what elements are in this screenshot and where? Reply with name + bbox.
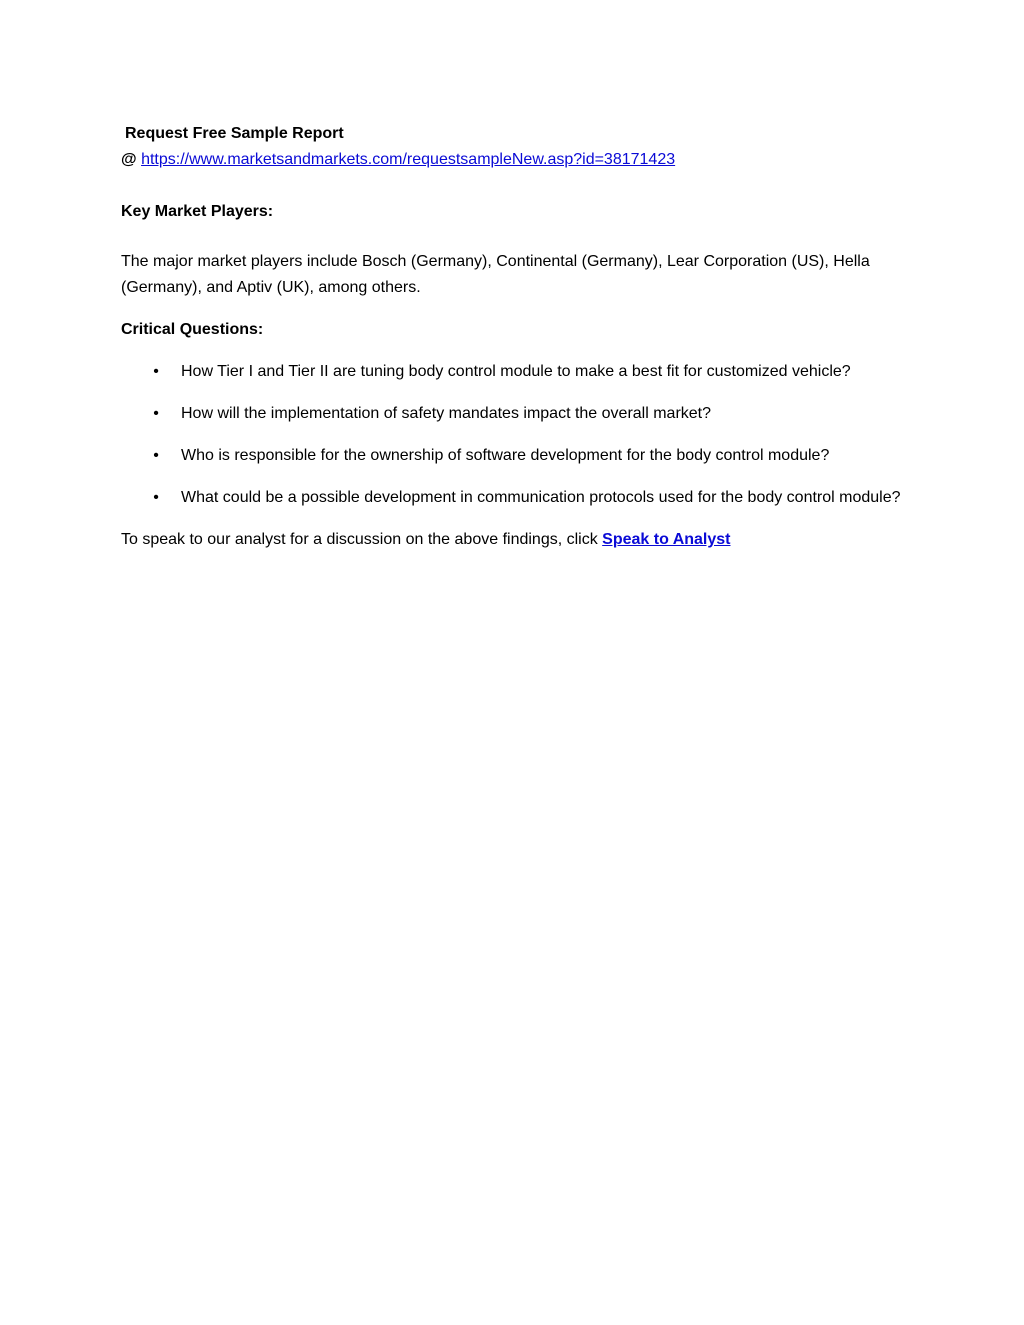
request-sample-line [121,147,911,173]
question-text: What could be a possible development in communication protocols used for the body control module? [181,489,901,506]
list-item [121,401,911,427]
list-item [121,485,911,511]
request-sample-title: Request Free Sample Report [125,125,344,142]
list-item [121,359,911,385]
critical-questions-list [121,359,911,511]
bullet-icon: • [153,363,159,380]
bullet-icon: • [153,489,159,506]
list-item [121,443,911,469]
closing-paragraph [121,527,911,553]
bullet-icon: • [153,447,159,464]
question-text: How Tier I and Tier II are tuning body control module to make a best fit for customized vehicle? [181,363,851,380]
bullet-icon: • [153,405,159,422]
document-body [121,121,911,553]
closing-text: To speak to our analyst for a discussion on the above findings, click [121,531,603,548]
critical-questions-heading: Critical Questions: [121,321,264,338]
key-players-paragraph: The major market players include Bosch (Germany), Continental (Germany), Lear Corporation (US), Hella (Germany), and Aptiv (UK), among others. [121,253,870,296]
key-players-heading: Key Market Players: [121,203,274,220]
question-text: Who is responsible for the ownership of software development for the body control module? [181,447,830,464]
at-prefix: @ [121,151,137,168]
request-sample-link[interactable]: https://www.marketsandmarkets.com/requestsampleNew.asp?id=38171423 [141,151,676,168]
question-text: How will the implementation of safety mandates impact the overall market? [181,405,712,422]
speak-to-analyst-link[interactable]: Speak to Analyst [602,531,731,548]
